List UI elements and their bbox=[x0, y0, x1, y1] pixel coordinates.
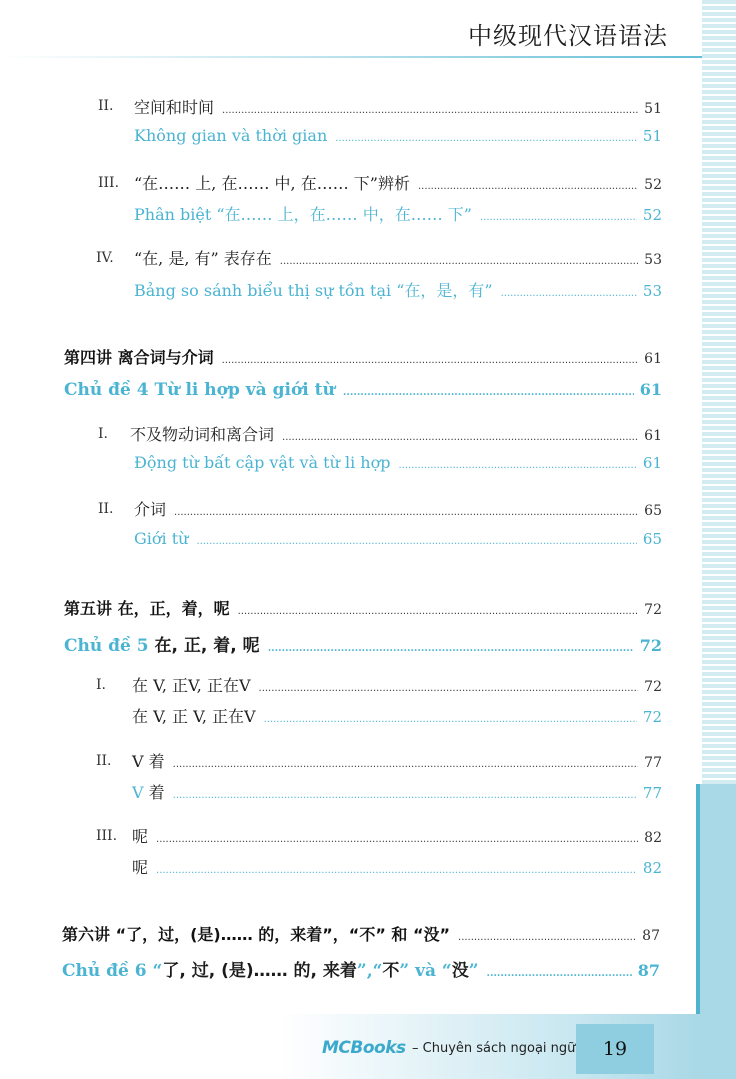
leader-dots bbox=[486, 968, 631, 979]
chapter-title bbox=[64, 631, 264, 656]
chapter-cn-part: 不 bbox=[382, 961, 400, 981]
chapter-cn-part: 没 bbox=[451, 961, 469, 981]
chapter-entry-cn[interactable] bbox=[62, 922, 660, 945]
leader-dots bbox=[174, 507, 638, 518]
chapter-label: Chủ đề 6 bbox=[62, 961, 147, 981]
v-letter: V bbox=[132, 783, 144, 802]
leader-dots bbox=[196, 536, 636, 547]
toc-page-number: 61 bbox=[644, 351, 662, 367]
leader-dots bbox=[173, 790, 637, 801]
toc-entry-vn[interactable] bbox=[134, 202, 662, 225]
toc-entry-vn[interactable] bbox=[132, 704, 662, 727]
toc-page-number: 87 bbox=[642, 928, 660, 944]
toc-page-number: 72 bbox=[644, 602, 662, 618]
leader-dots bbox=[501, 288, 637, 299]
leader-dots bbox=[222, 105, 638, 116]
toc-page-number: 61 bbox=[642, 454, 662, 472]
toc-entry-title: “在…… 上, 在…… 中, 在…… 下”辨析 bbox=[134, 174, 410, 193]
chapter-entry-vn[interactable] bbox=[62, 956, 660, 981]
toc-entry-title: Bảng so sánh biểu thị sự tồn tại “在，是，有” bbox=[134, 281, 493, 300]
toc-entry-vn[interactable] bbox=[134, 278, 662, 301]
section-number: I. bbox=[96, 677, 106, 693]
cn-char: 着 bbox=[143, 783, 165, 802]
chapter-entry-cn[interactable] bbox=[64, 345, 662, 368]
toc-entry-title: “在, 是, 有” 表存在 bbox=[134, 249, 272, 268]
leader-dots bbox=[259, 683, 639, 694]
brand-logo: MCBooks bbox=[322, 1038, 406, 1058]
leader-dots bbox=[343, 387, 634, 398]
toc-entry-vn[interactable] bbox=[134, 453, 662, 472]
toc-entry-cn[interactable] bbox=[134, 171, 662, 194]
toc-page-number: 72 bbox=[642, 708, 662, 726]
leader-dots bbox=[156, 865, 637, 876]
leader-dots bbox=[282, 432, 638, 443]
quote-mark: ” bbox=[468, 961, 479, 981]
toc-entry-title bbox=[132, 780, 169, 803]
leader-dots bbox=[280, 256, 638, 267]
toc-entry-title: 在 V, 正 V, 正在V bbox=[132, 707, 256, 726]
chapter-label: Chủ đề 5 bbox=[64, 636, 149, 656]
toc-page-number: 65 bbox=[642, 530, 662, 548]
toc-page-number: 52 bbox=[642, 206, 662, 224]
section-number: II. bbox=[96, 753, 112, 769]
brand-tagline: – Chuyên sách ngoại ngữ bbox=[412, 1041, 576, 1056]
section-number: IV. bbox=[96, 250, 114, 266]
book-title: 中级现代汉语语法 bbox=[468, 22, 668, 50]
leader-dots bbox=[173, 759, 639, 770]
toc-entry-cn[interactable] bbox=[132, 824, 662, 847]
toc-entry-cn[interactable] bbox=[130, 422, 662, 445]
toc-entry-vn[interactable] bbox=[132, 780, 662, 803]
chapter-cn-part: 在, 正, 着, 呢 bbox=[154, 636, 260, 656]
toc-page-number: 52 bbox=[644, 177, 662, 193]
leader-dots bbox=[238, 606, 639, 617]
leader-dots bbox=[156, 834, 638, 845]
leader-dots bbox=[418, 181, 638, 192]
toc-page-number: 72 bbox=[639, 636, 662, 655]
chapter-title: 第六讲 “了，过，(是)…… 的，来着”，“不” 和 “没” bbox=[62, 925, 451, 944]
toc-page-number: 82 bbox=[644, 830, 662, 846]
quote-mark: “ bbox=[152, 961, 163, 981]
toc-entry-title: Không gian và thời gian bbox=[134, 126, 328, 145]
toc-page-number: 82 bbox=[642, 859, 662, 877]
toc-page-number: 53 bbox=[644, 252, 662, 268]
side-tab-decoration bbox=[696, 784, 736, 1079]
toc-page-number: 53 bbox=[642, 282, 662, 300]
chapter-entry-vn[interactable] bbox=[64, 631, 662, 656]
leader-dots bbox=[222, 355, 639, 366]
toc-page-number: 51 bbox=[642, 127, 662, 145]
toc-page-number: 65 bbox=[644, 503, 662, 519]
toc-entry-cn[interactable] bbox=[132, 749, 662, 772]
toc-entry-title: Giới từ bbox=[134, 529, 189, 548]
toc-entry-title: 不及物动词和离合词 bbox=[130, 425, 275, 444]
page-number: 19 bbox=[602, 1038, 628, 1060]
toc-entry-title: V 着 bbox=[132, 752, 165, 771]
section-number: II. bbox=[98, 98, 114, 114]
chapter-entry-vn[interactable] bbox=[64, 380, 662, 400]
section-number: III. bbox=[98, 175, 120, 191]
toc-entry-cn[interactable] bbox=[134, 246, 662, 269]
toc-entry-cn[interactable] bbox=[134, 95, 662, 118]
section-number: III. bbox=[96, 828, 118, 844]
toc-entry-title: 在 V, 正V, 正在V bbox=[132, 676, 251, 695]
chapter-title bbox=[62, 956, 482, 981]
toc-entry-cn[interactable] bbox=[134, 497, 662, 520]
leader-dots bbox=[268, 643, 634, 654]
toc-page-number: 61 bbox=[644, 428, 662, 444]
toc-page-number: 77 bbox=[642, 784, 662, 802]
chapter-title: Chủ đề 4 Từ li hợp và giới từ bbox=[64, 380, 335, 400]
toc-entry-cn[interactable] bbox=[132, 673, 662, 696]
chapter-title: 第四讲 离合词与介词 bbox=[64, 348, 214, 367]
toc-entry-vn[interactable] bbox=[134, 126, 662, 145]
leader-dots bbox=[480, 212, 637, 223]
leader-dots bbox=[264, 714, 637, 725]
section-number: I. bbox=[98, 426, 108, 442]
toc-entry-title: 呢 bbox=[132, 827, 149, 846]
toc-entry-title: 介词 bbox=[134, 500, 167, 519]
toc-entry-title: 空间和时间 bbox=[134, 98, 215, 117]
header-rule bbox=[0, 56, 702, 58]
section-number: II. bbox=[98, 501, 114, 517]
toc-page-number: 72 bbox=[644, 679, 662, 695]
leader-dots bbox=[458, 932, 636, 943]
chapter-title: 第五讲 在，正，着，呢 bbox=[64, 599, 230, 618]
toc-entry-vn[interactable] bbox=[132, 855, 662, 878]
toc-page-number: 77 bbox=[644, 755, 662, 771]
chapter-entry-cn[interactable] bbox=[64, 596, 662, 619]
chapter-cn-part: 了, 过, (是)…… 的, 来着 bbox=[162, 961, 357, 981]
leader-dots bbox=[398, 460, 636, 471]
toc-entry-title: Động từ bất cập vật và từ li hợp bbox=[134, 453, 391, 472]
quote-mark: ”,“ bbox=[356, 961, 383, 981]
toc-entry-vn[interactable] bbox=[134, 529, 662, 548]
toc-page-number: 87 bbox=[637, 961, 660, 980]
leader-dots bbox=[335, 133, 637, 144]
toc-entry-title: Phân biệt “在…… 上，在…… 中，在…… 下” bbox=[134, 205, 472, 224]
quote-mark: ” và “ bbox=[399, 961, 452, 981]
toc-entry-title: 呢 bbox=[132, 858, 149, 877]
toc-page-number: 51 bbox=[644, 101, 662, 117]
toc-page-number: 61 bbox=[639, 380, 662, 399]
